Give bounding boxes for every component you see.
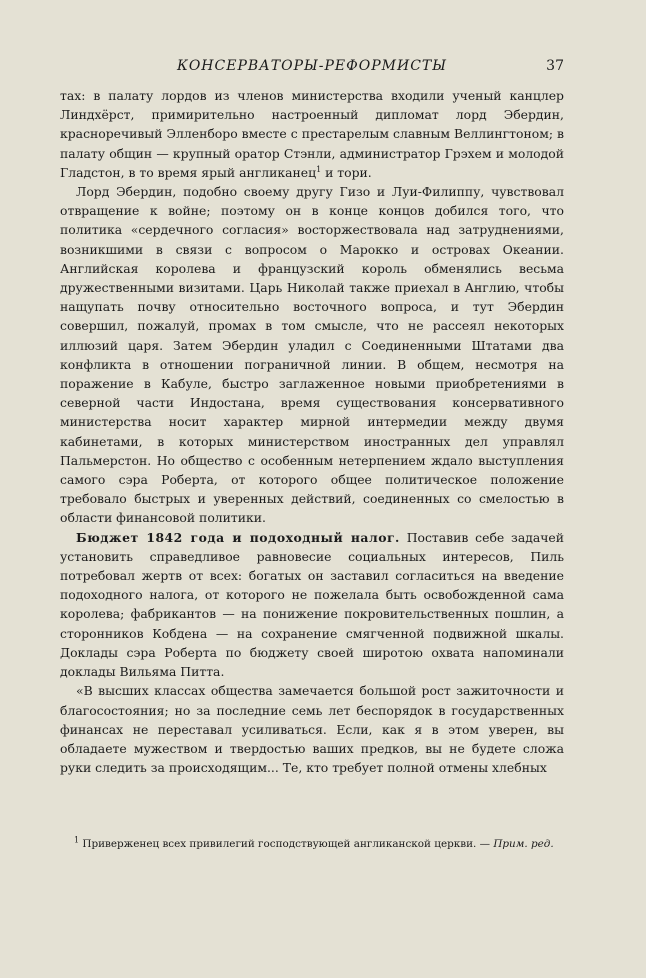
body-paragraph: [60, 182, 564, 528]
footnote-mark: 1: [74, 835, 80, 845]
page-header: [60, 58, 564, 80]
footnote-reference: 1: [316, 164, 322, 174]
paragraph-text: «В высших классах общества замечается большой рост зажиточности и благосостояния; но за последние семь лет беспорядок в государственных финансах не переставал усиливаться. Если, как я в этом уверен, вы обладаете мужеством и твердостью ваших предков, вы не будете сложа руки следить за происходящим... Те, кто требует полной отмены хлебных: [60, 683, 564, 776]
footnote-paragraph: [60, 836, 564, 853]
paragraph-text: Поставив себе задачей установить справедливое равновесие социальных интересов, Пиль потребовал жертв от всех: богатых он заставил согласиться на введение подоходного налога, от которого не пожелала быть освобожденной сама королева; фабрикантов — на понижение покровительственных пошлин, а сторонников Кобдена — на сохранение смягченной подвижной шкалы. Доклады сэра Роберта по бюджету своей широтою охвата напоминали доклады Вильяма Питта.: [60, 529, 564, 680]
footnote: [60, 836, 564, 853]
section-heading: Бюджет 1842 года и подоходный налог.: [76, 529, 400, 545]
body-text: [60, 86, 564, 777]
body-paragraph: [60, 528, 564, 682]
page-number: 37: [546, 58, 564, 74]
paragraph-text: Лорд Эбердин, подобно своему другу Гизо и Луи-Филиппу, чувствовал отвращение к войне; поэтому он в конце концов добился того, что политика «сердечного согласия» восторжествовала над затруднениями, возникшими в связи с вопросом о Марокко и островах Океании. Английская королева и французский король обменялись весьма дружественными визитами. Царь Николай также приехал в Англию, чтобы нащупать почву относительно восточного вопроса, и тут Эбердин совершил, пожалуй, промах в том смысле, что не рассеял некоторых иллюзий царя. Затем Эбердин уладил с Соединенными Штатами два конфликта в отношении пограничной линии. В общем, несмотря на поражение в Кабуле, быстро заглаженное новыми приобретениями в северной части Индостана, время существования консервативного министерства носит характер мирной интермедии между двумя кабинетами, в которых министерством иностранных дел управлял Пальмерстон. Но общество с особенным нетерпением ждало выступления самого сэра Роберта, от которого общее политическое положение требовало быстрых и уверенных действий, соединенных со смелостью в области финансовой политики.: [60, 184, 564, 526]
running-title: КОНСЕРВАТОРЫ-РЕФОРМИСТЫ: [176, 58, 448, 74]
body-paragraph: [60, 681, 564, 777]
footnote-note-label: Прим. ред.: [493, 838, 554, 850]
paragraph-text: тах: в палату лордов из членов министерства входили ученый канцлер Линдхёрст, примирительно настроенный дипломат лорд Эбердин, красноречивый Элленборо вместе с престарелым славным Веллингтоном; в палату общин — крупный оратор Стэнли, администратор Грэхем и молодой Гладстон, в то время ярый англиканец: [60, 88, 564, 180]
paragraph-text: и тори.: [321, 164, 372, 180]
body-paragraph: [60, 86, 564, 182]
footnote-text: Приверженец всех привилегий господствующей англиканской церкви. —: [79, 838, 491, 850]
